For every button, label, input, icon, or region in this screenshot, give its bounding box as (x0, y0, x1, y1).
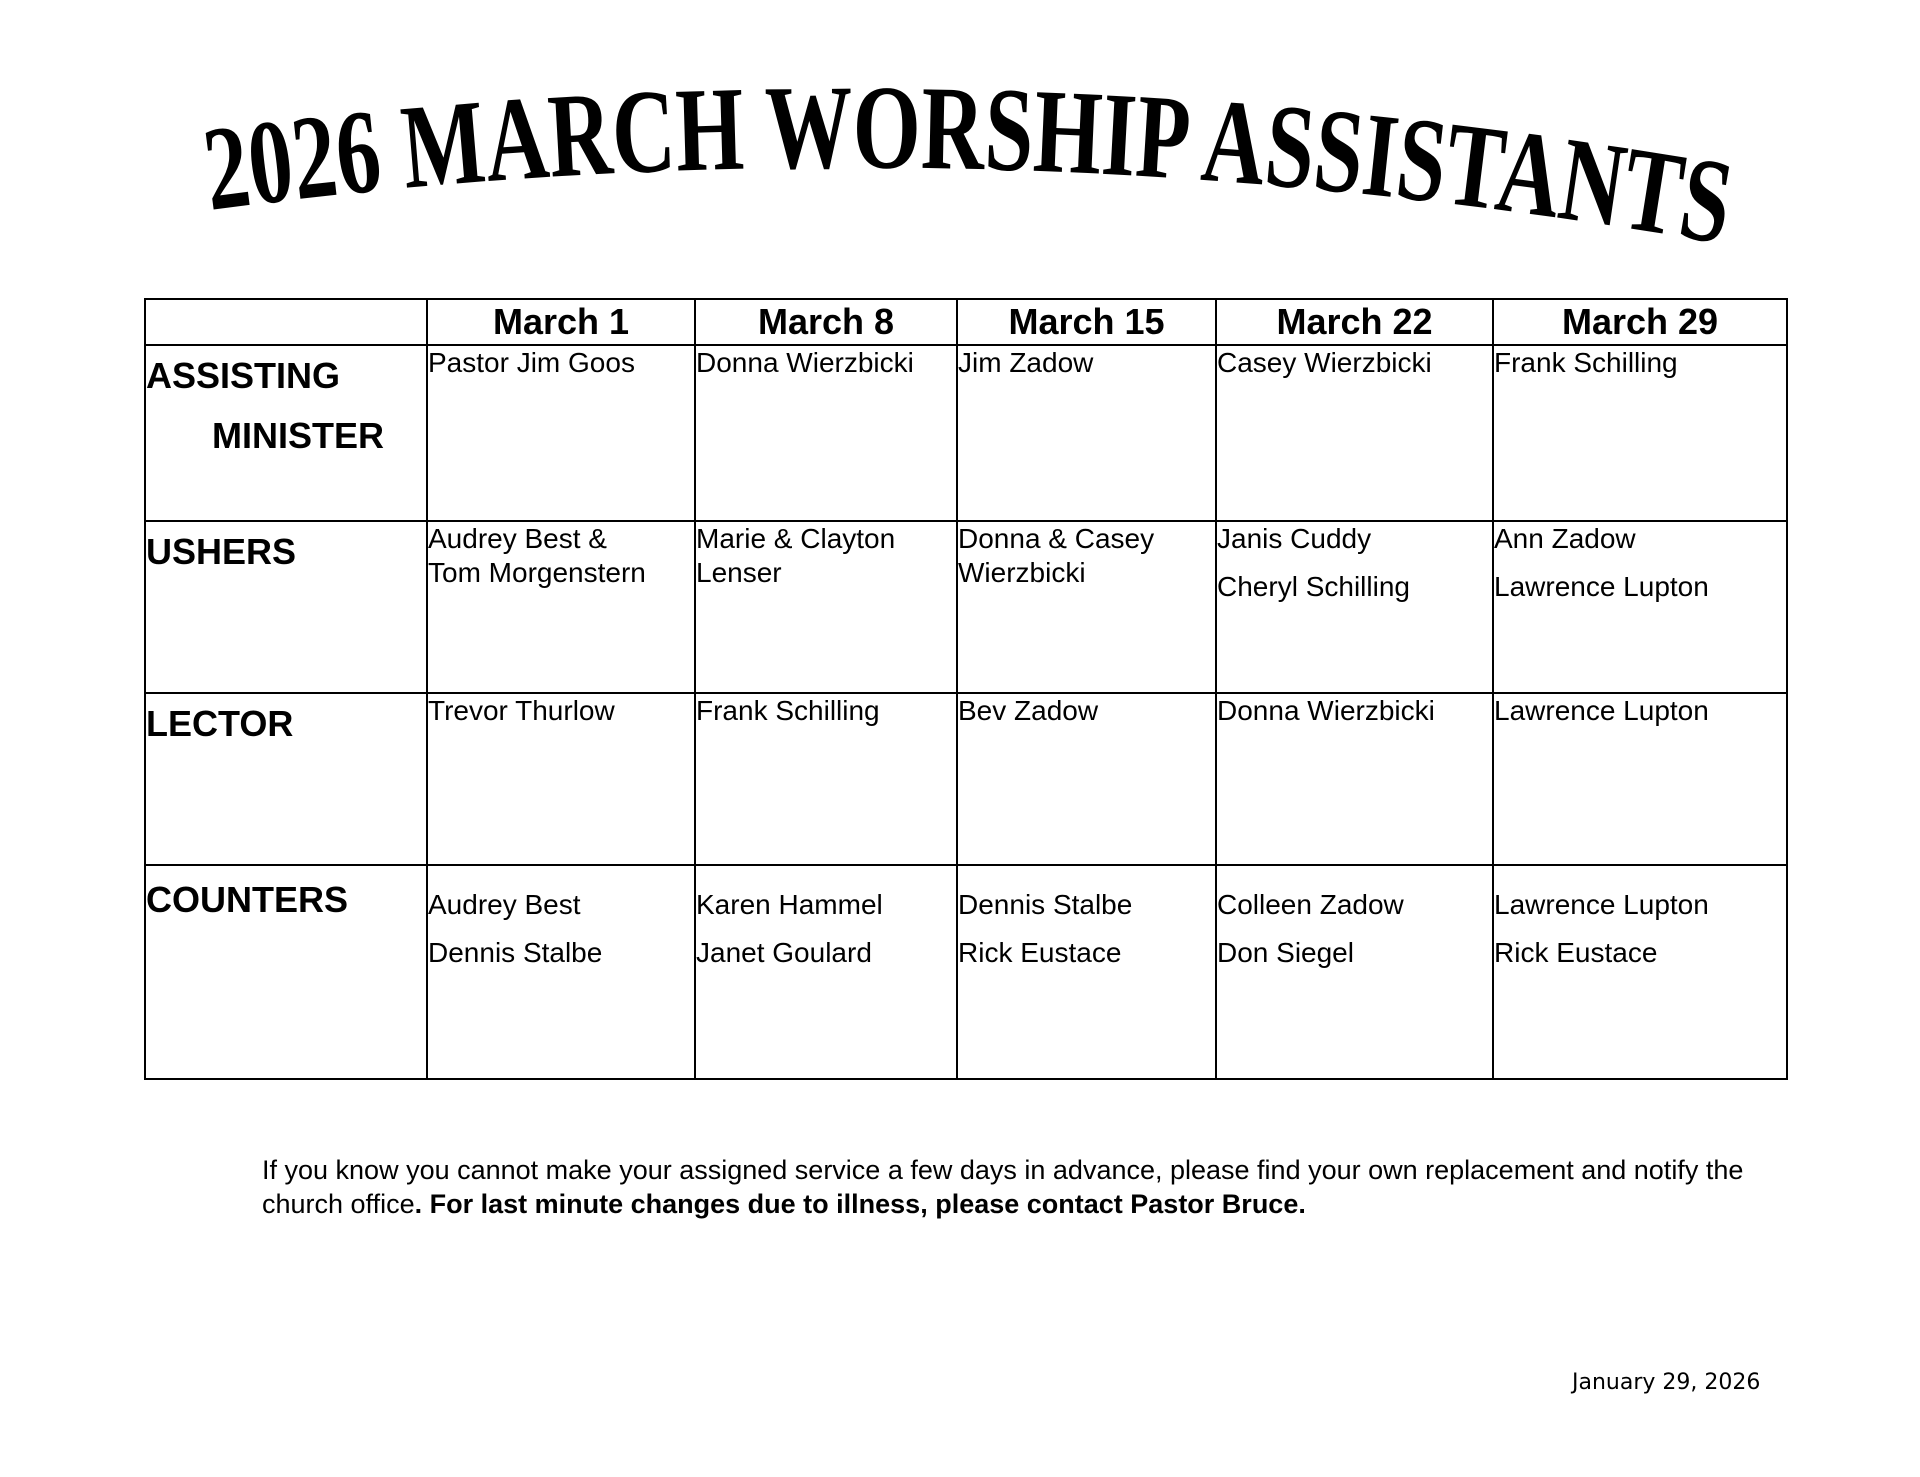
assignment-cell (427, 865, 695, 1079)
date-header: March 1 (427, 299, 695, 345)
assignment-cell (427, 521, 695, 693)
role-label (145, 521, 427, 693)
assignee-name: Frank Schilling (1494, 347, 1678, 378)
replacement-note (262, 1153, 1762, 1221)
assignee-name: Ann Zadow (1494, 523, 1636, 554)
assignee-name: Jim Zadow (958, 347, 1094, 378)
role-label (145, 693, 427, 865)
role-label-line1: USHERS (146, 531, 297, 572)
assignment-cell (1216, 865, 1493, 1079)
assignment-cell (1216, 693, 1493, 865)
assignee-name: Rick Eustace (1494, 937, 1658, 968)
assignee-name: Casey Wierzbicki (1217, 347, 1432, 378)
page-title (0, 70, 1920, 270)
assignment-cell (957, 345, 1216, 521)
header-row (145, 299, 1787, 345)
role-label (145, 345, 427, 521)
assignee-name: Colleen Zadow (1217, 889, 1404, 920)
assignment-cell (695, 693, 957, 865)
assignment-cell (427, 345, 695, 521)
assignment-cell (957, 521, 1216, 693)
assignment-cell (695, 865, 957, 1079)
assignee-name: Donna & Casey (958, 523, 1155, 554)
role-label-line2: MINISTER (212, 415, 385, 456)
assignee-name: Donna Wierzbicki (1217, 695, 1435, 726)
assignment-cell (695, 521, 957, 693)
page-title-text (196, 70, 1760, 270)
assignment-cell (1493, 521, 1787, 693)
role-label-line1: COUNTERS (146, 879, 349, 920)
page-title-path: 2026 MARCH WORSHIP ASSISTANTS (196, 70, 1760, 270)
assignee-name: Dennis Stalbe (958, 889, 1133, 920)
assignee-name: Dennis Stalbe (428, 937, 603, 968)
assignment-cell (957, 693, 1216, 865)
date-header: March 29 (1493, 299, 1787, 345)
schedule-table (144, 298, 1788, 1080)
assignee-name: Janis Cuddy (1217, 523, 1372, 554)
assignment-cell (1493, 693, 1787, 865)
assignee-name: Marie & Clayton (696, 523, 896, 554)
role-label (145, 865, 427, 1079)
row-ushers (145, 521, 1787, 693)
date-header: March 8 (695, 299, 957, 345)
assignment-cell (957, 865, 1216, 1079)
row-lector (145, 693, 1787, 865)
assignee-name: Cheryl Schilling (1217, 571, 1410, 602)
assignee-name: Karen Hammel (696, 889, 883, 920)
date-header: March 15 (957, 299, 1216, 345)
assignee-name: Lawrence Lupton (1494, 695, 1709, 726)
assignee-name: Janet Goulard (696, 937, 872, 968)
note-plain-text: If you know you cannot make your assigned service a few days in advance, please find your own replacement and notify the church office (262, 1155, 1744, 1219)
assignee-name: Tom Morgenstern (428, 557, 646, 588)
assignee-name: Wierzbicki (958, 557, 1086, 588)
assignee-name: Pastor Jim Goos (428, 347, 635, 378)
assignee-name: Audrey Best & (428, 523, 607, 554)
note-bold-text: . For last minute changes due to illness, please contact Pastor Bruce. (414, 1189, 1306, 1219)
assignment-cell (1216, 345, 1493, 521)
assignee-name: Lenser (696, 557, 782, 588)
role-label-line1: LECTOR (146, 703, 294, 744)
corner-cell (145, 299, 427, 345)
role-label-line1: ASSISTING (146, 355, 341, 396)
date-header: March 22 (1216, 299, 1493, 345)
assignment-cell (1216, 521, 1493, 693)
assignee-name: Trevor Thurlow (428, 695, 615, 726)
assignee-name: Lawrence Lupton (1494, 571, 1709, 602)
assignment-cell (695, 345, 957, 521)
assignee-name: Frank Schilling (696, 695, 880, 726)
assignee-name: Bev Zadow (958, 695, 1099, 726)
assignee-name: Donna Wierzbicki (696, 347, 914, 378)
assignment-cell (1493, 865, 1787, 1079)
assignee-name: Lawrence Lupton (1494, 889, 1709, 920)
revision-date: January 29, 2026 (1572, 1370, 1761, 1395)
assignment-cell (1493, 345, 1787, 521)
assignment-cell (427, 693, 695, 865)
assignee-name: Rick Eustace (958, 937, 1122, 968)
assignee-name: Audrey Best (428, 889, 581, 920)
row-counters (145, 865, 1787, 1079)
row-assisting-minister (145, 345, 1787, 521)
assignee-name: Don Siegel (1217, 937, 1354, 968)
